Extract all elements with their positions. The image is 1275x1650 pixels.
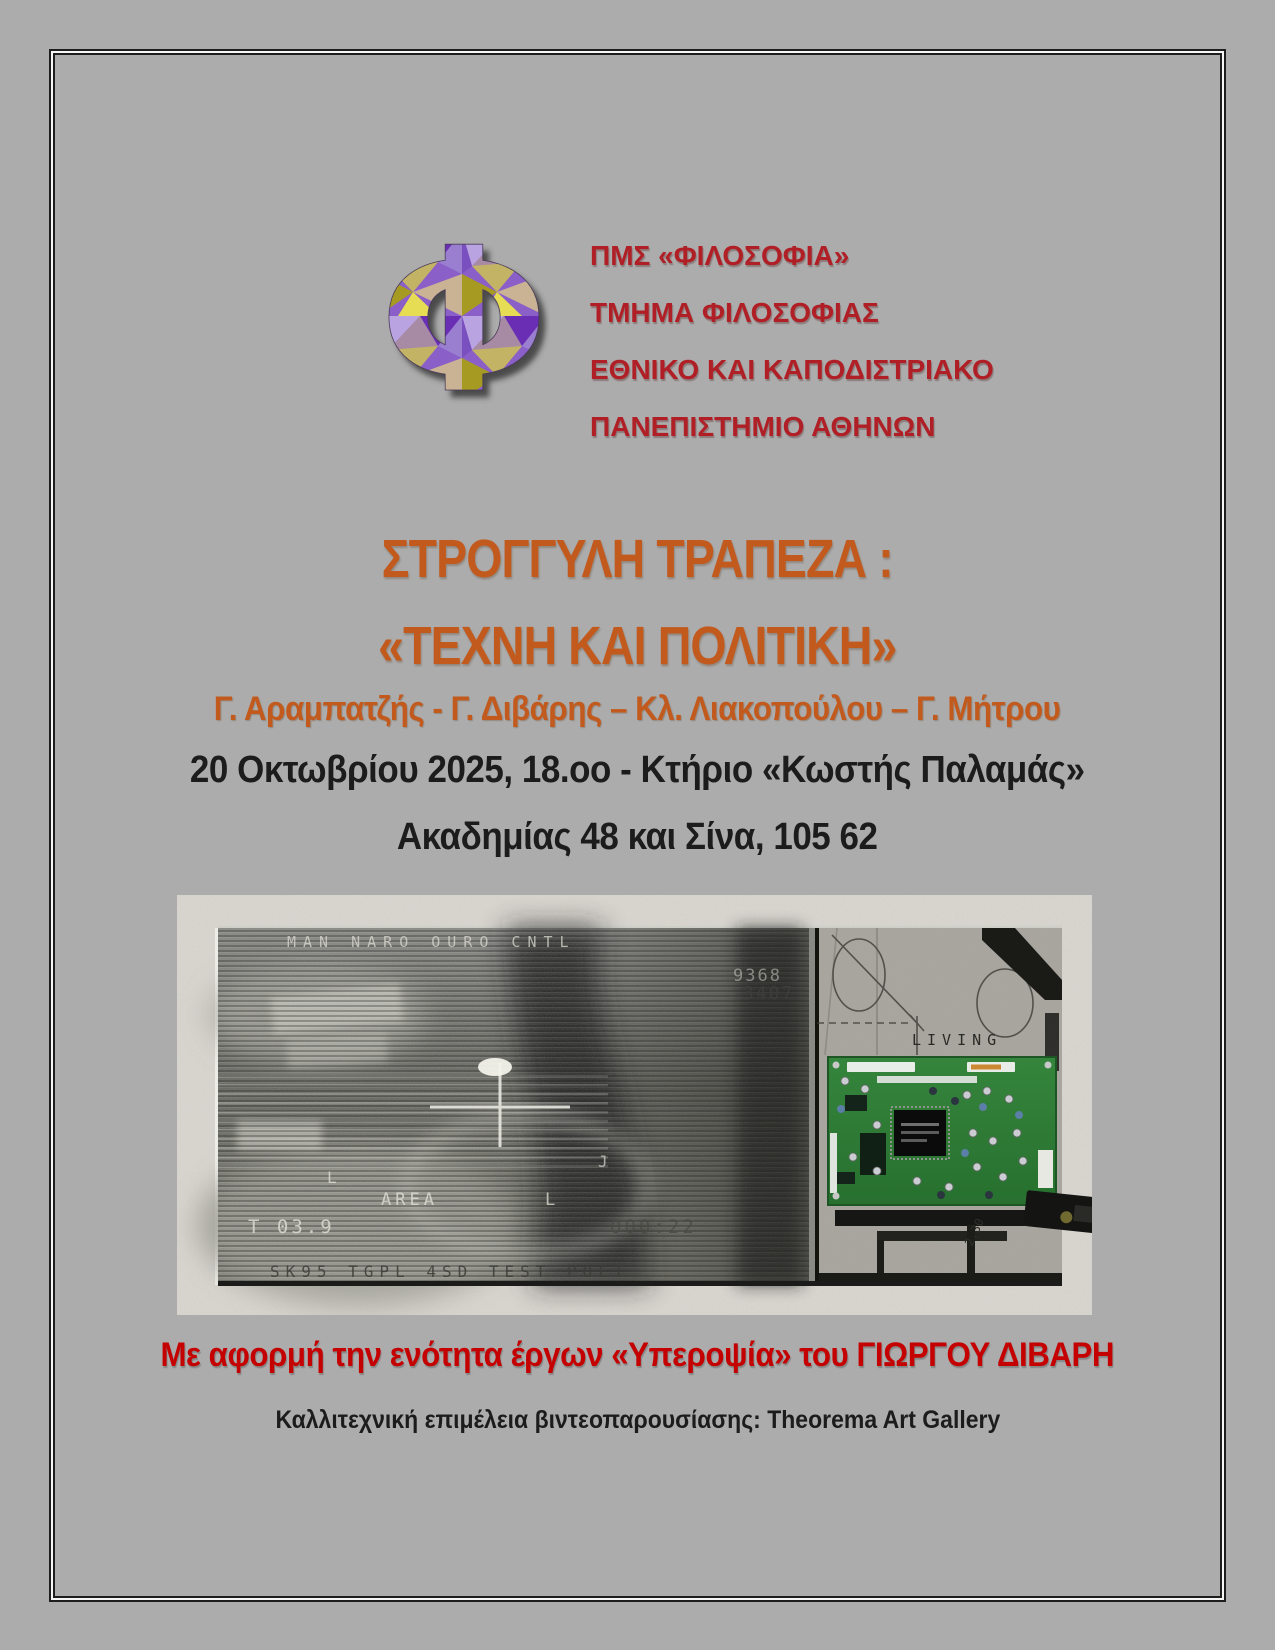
- datetime-venue-line: 20 Οκτωβρίου 2025, 18.οο - Κτήριο «Κωστής Παλαμάς»: [190, 749, 1085, 791]
- osd-num2: 3407: [743, 983, 795, 1004]
- university-line-1: ΠΜΣ «ΦΙΛΟΣΟΦΙΑ»: [590, 240, 850, 271]
- phi-glyph: Φ: [378, 232, 550, 404]
- osd-l-left: L: [327, 1168, 337, 1187]
- osd-j: J: [598, 1152, 608, 1171]
- event-title-line2: «ΤΕΧΝΗ ΚΑΙ ΠΟΛΙΤΙΚΗ»: [378, 616, 897, 676]
- osd-top-line: MAN NARO OURO CNTL: [287, 933, 576, 951]
- osd-temp: T 03.9: [248, 1216, 335, 1238]
- university-line-3: ΕΘΝΙΚΟ ΚΑΙ ΚΑΠΟΔΙΣΤΡΙΑΚΟ: [590, 354, 994, 385]
- university-line-4: ΠΑΝΕΠΙΣΤΗΜΙΟ ΑΘΗΝΩΝ: [590, 411, 936, 442]
- credit-line: Καλλιτεχνική επιμέλεια βιντεοπαρουσίασης: Theorema Art Gallery: [275, 1406, 1000, 1434]
- theme-line: Με αφορμή την ενότητα έργων «Υπεροψία» του ΓΙΩΡΓΟΥ ΔΙΒΑΡΗ: [160, 1336, 1115, 1374]
- phi-logo: [378, 232, 550, 404]
- address-line: Ακαδημίας 48 και Σίνα, 105 62: [397, 816, 878, 858]
- video-still-panel: [197, 928, 815, 1305]
- panel-divider: [809, 928, 815, 1285]
- bright-target-blob: [478, 1058, 512, 1076]
- osd-area: AREA: [381, 1190, 438, 1210]
- connector-block: [1023, 1190, 1092, 1233]
- osd-l-right: L: [545, 1190, 556, 1210]
- osd-bottom-line: SK95 TGPL 4SD TEST POLT: [270, 1262, 630, 1281]
- event-title-line1: ΣΤΡΟΓΓΥΛΗ ΤΡΑΠΕΖΑ :: [381, 529, 894, 589]
- osd-num1: 9368: [733, 966, 782, 986]
- plan-handwritten-note: 2.30: [962, 1216, 987, 1249]
- artwork-canvas: [197, 926, 1092, 1305]
- speakers-line: Γ. Αραμπατζής - Γ. Διβάρης – Κλ. Λιακοπούλου – Γ. Μήτρου: [214, 690, 1061, 728]
- osd-timecode: 000:22: [610, 1216, 697, 1238]
- circuit-board: [828, 1057, 1056, 1205]
- artwork-photo: [177, 895, 1092, 1315]
- university-line-2: ΤΜΗΜΑ ΦΙΛΟΣΟΦΙΑΣ: [590, 297, 879, 328]
- floor-plan-panel: [817, 928, 1062, 1285]
- room-label-living: LIVING: [912, 1031, 1003, 1049]
